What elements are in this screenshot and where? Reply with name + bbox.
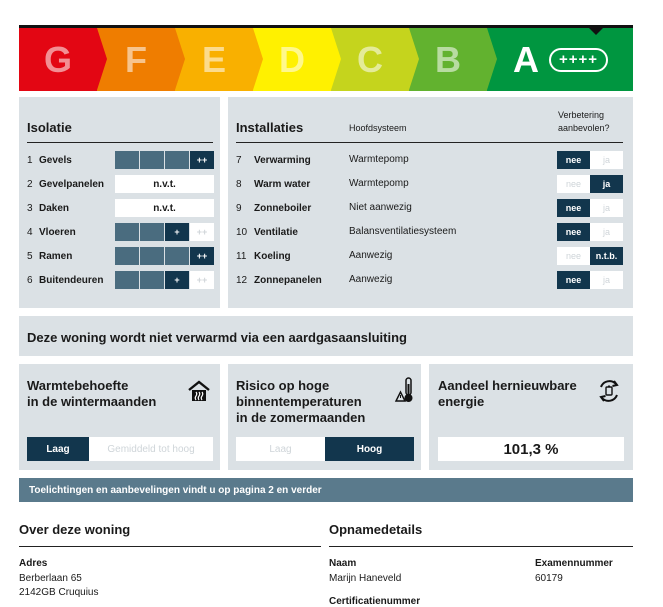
row-label: Daken xyxy=(39,202,70,214)
isolatie-rating xyxy=(115,151,214,169)
rating-cell xyxy=(115,151,139,169)
verbetering-toggle xyxy=(557,151,623,169)
installaties-title: Installaties xyxy=(236,120,304,135)
energy-class-a xyxy=(487,28,633,91)
option-nee: nee xyxy=(557,151,590,169)
row-label: Vloeren xyxy=(39,226,76,238)
rating-cell xyxy=(140,247,164,265)
installatie-row xyxy=(236,175,310,193)
rating-cell xyxy=(115,223,139,241)
woning-divider xyxy=(19,546,321,547)
row-label: Buitendeuren xyxy=(39,274,104,286)
row-number: 6 xyxy=(27,274,33,286)
hoofdsysteem-value: Niet aanwezig xyxy=(349,202,412,213)
risico-low: Laag xyxy=(236,437,325,461)
isolatie-row xyxy=(27,271,103,289)
rating-cell: ++ xyxy=(190,247,214,265)
row-number: 11 xyxy=(236,250,247,262)
row-label: Verwarming xyxy=(254,154,311,166)
hernieuwbaar-value-box xyxy=(438,437,624,461)
rating-cell: + xyxy=(165,223,189,241)
verbetering-header: Verbetering aanbevolen? xyxy=(558,110,610,133)
verbetering-toggle xyxy=(557,223,623,241)
rating-cell xyxy=(140,223,164,241)
option-nee: nee xyxy=(557,199,590,217)
hoofdsysteem-header: Hoofdsysteem xyxy=(349,123,407,133)
opname-divider xyxy=(329,546,633,547)
row-label: Zonnepanelen xyxy=(254,274,322,286)
rating-nvt: n.v.t. xyxy=(115,175,214,193)
energy-class-c xyxy=(331,28,409,91)
hoofdsysteem-value: Warmtepomp xyxy=(349,178,409,189)
rating-cell: ++ xyxy=(190,151,214,169)
energy-class-letter: B xyxy=(435,38,461,80)
rating-cell xyxy=(115,247,139,265)
hernieuwbaar-panel xyxy=(429,364,633,470)
certificatie-label: Certificatienummer xyxy=(329,596,421,607)
row-number: 4 xyxy=(27,226,33,238)
option-ja: ja xyxy=(590,151,623,169)
rating-cell: ++ xyxy=(190,223,214,241)
warmtebehoefte-title-line1: Warmtebehoefte xyxy=(27,378,129,393)
isolatie-rating xyxy=(115,247,214,265)
option-ja: ja xyxy=(590,223,623,241)
warmtebehoefte-toggle xyxy=(27,437,213,461)
risico-title-line3: in de zomermaanden xyxy=(236,410,366,425)
row-label: Gevels xyxy=(39,154,72,166)
energy-class-b xyxy=(409,28,487,91)
rating-nvt: n.v.t. xyxy=(115,199,214,217)
thermometer-warning-icon xyxy=(394,376,416,404)
isolatie-title: Isolatie xyxy=(27,120,72,135)
info-bar: Toelichtingen en aanbevelingen vindt u op pagina 2 en verder xyxy=(19,478,633,502)
energy-class-d xyxy=(253,28,331,91)
row-number: 5 xyxy=(27,250,33,262)
installatie-row xyxy=(236,151,311,169)
option-nee: nee xyxy=(557,175,590,193)
rating-cell xyxy=(165,151,189,169)
energy-class-letter: C xyxy=(357,38,383,80)
isolatie-rating xyxy=(115,223,214,241)
row-number: 10 xyxy=(236,226,248,238)
energy-class-f xyxy=(97,28,175,91)
option-ja: ja xyxy=(590,199,623,217)
examen-label: Examennummer xyxy=(535,558,613,569)
option-nee: nee xyxy=(557,223,590,241)
hoofdsysteem-value: Aanwezig xyxy=(349,274,393,285)
verbetering-toggle xyxy=(557,199,623,217)
energy-class-g xyxy=(19,28,97,91)
hoofdsysteem-value: Warmtepomp xyxy=(349,154,409,165)
row-number: 3 xyxy=(27,202,33,214)
gas-notice-panel xyxy=(19,316,633,356)
opname-title: Opnamedetails xyxy=(329,522,423,537)
option-ja: ja xyxy=(590,271,623,289)
risico-toggle xyxy=(236,437,414,461)
row-label: Warm water xyxy=(254,178,311,190)
examen-value: 60179 xyxy=(535,573,563,584)
hernieuwbaar-title-line2: energie xyxy=(438,394,485,409)
row-number: 1 xyxy=(27,154,33,166)
energy-class-letter: A xyxy=(513,38,539,80)
isolatie-rating xyxy=(115,175,214,193)
hernieuwbaar-title-line1: Aandeel hernieuwbare xyxy=(438,378,577,393)
row-label: Ventilatie xyxy=(254,226,298,238)
adres-label: Adres xyxy=(19,558,48,569)
row-number: 12 xyxy=(236,274,248,286)
warmtebehoefte-panel xyxy=(19,364,220,470)
risico-title-line2: binnentemperaturen xyxy=(236,394,362,409)
gas-notice-text: Deze woning wordt niet verwarmd via een aardgasaansluiting xyxy=(27,330,407,345)
isolatie-row xyxy=(27,151,72,169)
option-ja: ja xyxy=(590,175,623,193)
hoofdsysteem-value: Balansventilatiesysteem xyxy=(349,226,457,237)
row-label: Ramen xyxy=(39,250,73,262)
isolatie-row xyxy=(27,175,104,193)
option-ja: n.t.b. xyxy=(590,247,623,265)
hoofdsysteem-value: Aanwezig xyxy=(349,250,393,261)
row-label: Zonneboiler xyxy=(254,202,312,214)
row-number: 8 xyxy=(236,178,242,190)
row-number: 7 xyxy=(236,154,242,166)
energy-class-e xyxy=(175,28,253,91)
warmtebehoefte-high: Gemiddeld tot hoog xyxy=(89,437,213,461)
row-number: 9 xyxy=(236,202,242,214)
installaties-divider xyxy=(236,142,623,143)
risico-panel xyxy=(228,364,421,470)
warmtebehoefte-title-line2: in de wintermaanden xyxy=(27,394,157,409)
rating-cell xyxy=(115,271,139,289)
verbetering-toggle xyxy=(557,271,623,289)
installatie-row xyxy=(236,199,311,217)
isolatie-row xyxy=(27,247,72,265)
naam-value: Marijn Haneveld xyxy=(329,573,402,584)
installatie-row xyxy=(236,271,322,289)
verbetering-toggle xyxy=(557,175,623,193)
installatie-row xyxy=(236,223,298,241)
option-nee: nee xyxy=(557,271,590,289)
isolatie-row xyxy=(27,223,76,241)
energy-class-letter: D xyxy=(279,38,305,80)
isolatie-row xyxy=(27,199,69,217)
adres-line1: Berberlaan 65 xyxy=(19,573,82,584)
isolatie-rating xyxy=(115,199,214,217)
energy-class-letter: E xyxy=(201,38,226,80)
adres-line2: 2142GB Cruquius xyxy=(19,587,99,598)
isolatie-divider xyxy=(27,142,213,143)
energy-class-pluses: ++++ xyxy=(549,48,608,72)
naam-label: Naam xyxy=(329,558,357,569)
row-number: 2 xyxy=(27,178,33,190)
energy-label-scale xyxy=(19,25,633,91)
installatie-row xyxy=(236,247,291,265)
option-nee: nee xyxy=(557,247,590,265)
risico-high: Hoog xyxy=(325,437,414,461)
row-label: Koeling xyxy=(254,250,291,262)
rating-cell xyxy=(165,247,189,265)
energy-class-letter: G xyxy=(43,38,72,80)
rating-cell xyxy=(140,151,164,169)
risico-title-line1: Risico op hoge xyxy=(236,378,330,393)
isolatie-rating xyxy=(115,271,214,289)
rating-cell: + xyxy=(165,271,189,289)
house-heating-icon xyxy=(187,380,211,402)
warmtebehoefte-low: Laag xyxy=(27,437,89,461)
row-label: Gevelpanelen xyxy=(39,178,105,190)
active-class-pointer xyxy=(586,25,606,35)
rating-cell xyxy=(140,271,164,289)
installaties-panel xyxy=(228,97,633,308)
verbetering-toggle xyxy=(557,247,623,265)
rating-cell: ++ xyxy=(190,271,214,289)
isolatie-panel xyxy=(19,97,220,308)
recycle-energy-icon xyxy=(596,378,622,404)
energy-class-letter: F xyxy=(125,38,147,80)
hernieuwbaar-value: 101,3 % xyxy=(503,440,559,458)
woning-title: Over deze woning xyxy=(19,522,131,537)
